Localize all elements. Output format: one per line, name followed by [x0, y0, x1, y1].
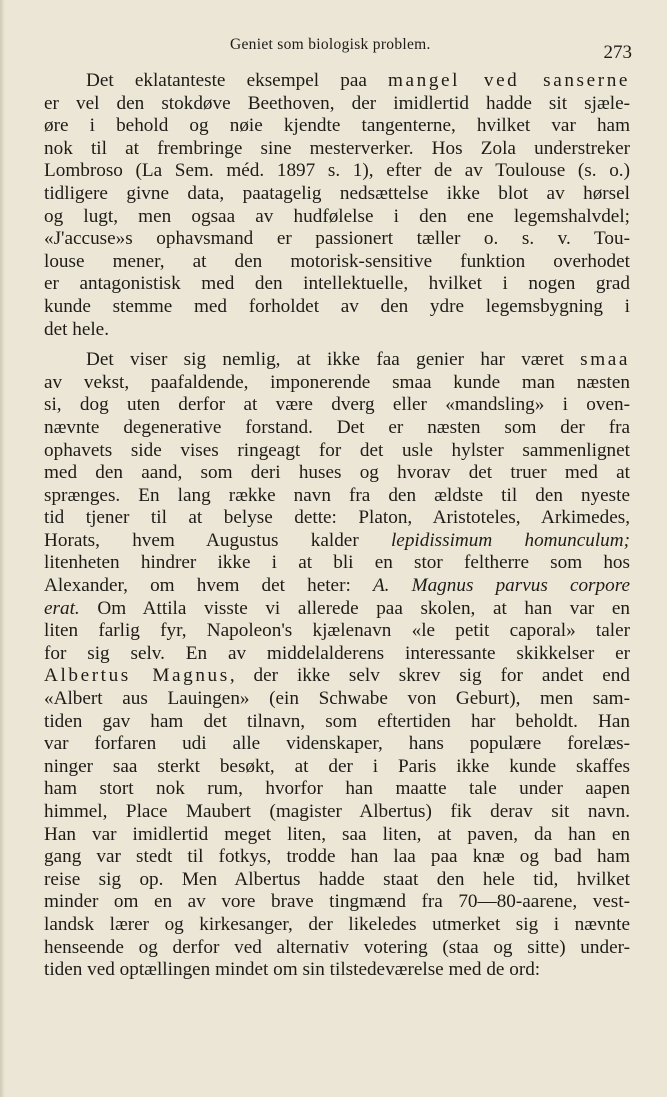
- text-line: [44, 733, 630, 756]
- text-line: [44, 552, 630, 575]
- text-line: [44, 319, 630, 342]
- text-line: [44, 160, 630, 183]
- text-segment: , der ikke selv skrev sig for andet end: [229, 665, 630, 687]
- text-segment: tiden ved optællingen mindet om sin tilstedeværelse med de ord:: [44, 959, 541, 981]
- text-line: [44, 530, 630, 553]
- text-line: [44, 869, 630, 892]
- text-segment: si, dog uten derfor at være dverg eller «mandsling» i oven-: [44, 394, 630, 416]
- text-line: [44, 937, 630, 960]
- italic-phrase: A. Magnus parvus corpore: [372, 575, 630, 597]
- text-line: [44, 138, 630, 161]
- text-line: [44, 891, 630, 914]
- text-segment: kunde stemme med forholdet av den ydre legemsbygning i: [44, 295, 630, 317]
- text-segment: himmel, Place Maubert (magister Albertus) fik derav sit navn.: [44, 801, 630, 822]
- text-segment: minder om en av vore brave tingmænd fra 70—80-aarene, vest-: [44, 891, 630, 913]
- page-gutter-shadow: [0, 0, 5, 1097]
- spaced-emphasis: smaa: [580, 349, 630, 371]
- text-line: [44, 575, 630, 598]
- text-segment: louse mener, at den motorisk-sensitive funktion overhodet: [44, 250, 630, 272]
- text-line: [44, 485, 630, 508]
- spaced-emphasis: Albertus Magnus: [44, 665, 230, 687]
- text-line: [44, 914, 630, 937]
- text-segment: av vekst, paafaldende, imponerende smaa kunde man næsten: [44, 371, 630, 393]
- text-segment: Horats, hvem Augustus kalder: [44, 529, 391, 551]
- text-segment: litenheten hindrer ikke i at bli en stor feltherre som hos: [44, 552, 630, 574]
- text-segment: sprænges. En lang række navn fra den ældste til den nyeste: [44, 484, 630, 506]
- text-line: [44, 846, 630, 869]
- running-title: Geniet som biologisk problem.: [230, 36, 431, 53]
- text-line: [44, 394, 630, 417]
- text-segment: tidligere givne data, paatagelig nedsættelse ikke blot av hørsel: [44, 182, 630, 204]
- text-segment: Om Attila visste vi allerede paa skolen, at han var en: [79, 597, 630, 619]
- text-segment: Det eklatanteste eksempel paa: [86, 70, 389, 91]
- body-text: [44, 70, 630, 990]
- text-line: [44, 349, 630, 372]
- text-line: [44, 778, 630, 801]
- text-line: [44, 440, 630, 463]
- text-segment: med den aand, som deri huses og hvorav det truer med at: [44, 462, 630, 484]
- text-line: [44, 251, 630, 274]
- text-segment: øre i behold og nøie kjendte tangenterne, hvilket var ham: [44, 115, 630, 137]
- text-line: [44, 296, 630, 319]
- page-header: [40, 36, 640, 66]
- text-segment: reise sig op. Men Albertus hadde staat den hele tid, hvilket: [44, 868, 630, 890]
- text-line: [44, 598, 630, 621]
- text-segment: var forfaren udi alle videnskaper, hans populære forelæs-: [44, 733, 630, 755]
- text-line: [44, 273, 630, 296]
- text-line: [44, 70, 630, 93]
- text-line: [44, 462, 630, 485]
- text-line: [44, 206, 630, 229]
- text-segment: Alexander, om hvem det heter:: [44, 575, 373, 597]
- text-line: [44, 959, 630, 982]
- text-line: [44, 801, 630, 824]
- text-line: [44, 507, 630, 530]
- text-segment: og lugt, men ogsaa av hudfølelse i den ene legemshalvdel;: [44, 205, 630, 227]
- text-segment: liten farlig fyr, Napoleon's kjælenavn «le petit caporal» taler: [44, 620, 630, 642]
- text-segment: ophavets side vises ringeagt for det usle hylster sammenlignet: [44, 439, 630, 461]
- text-line: [44, 228, 630, 251]
- text-segment: nok til at frembringe sine mesterverker. Hos Zola understreker: [44, 137, 630, 159]
- text-segment: er antagonistisk med den intellektuelle, hvilket i nogen grad: [44, 273, 630, 295]
- text-line: [44, 756, 630, 779]
- text-line: [44, 183, 630, 206]
- text-segment: ninger saa sterkt besøkt, at der i Paris ikke kunde skaffes: [44, 755, 630, 777]
- text-segment: Han var imidlertid meget liten, saa liten, at paven, da han en: [44, 823, 630, 845]
- text-segment: «Albert aus Lauingen» (ein Schwabe von Geburt), men sam-: [44, 688, 630, 710]
- text-line: [44, 417, 630, 440]
- text-line: [44, 824, 630, 847]
- text-line: [44, 620, 630, 643]
- text-segment: er vel den stokdøve Beethoven, der imidlertid hadde sit sjæle-: [44, 92, 630, 114]
- italic-phrase: erat.: [44, 597, 80, 619]
- text-segment: gang var stedt til fotkys, trodde han laa paa knæ og bad ham: [44, 846, 630, 868]
- text-segment: «J'accuse»s ophavsmand er passionert tæller o. s. v. Tou-: [44, 228, 630, 250]
- text-line: [44, 93, 630, 116]
- paragraph: [44, 349, 630, 982]
- text-segment: tiden gav ham det tilnavn, som eftertiden har beholdt. Han: [44, 710, 630, 732]
- spaced-emphasis: mangel ved sanserne: [388, 70, 631, 91]
- text-segment: tid tjener til at belyse dette: Platon, Aristoteles, Arkimedes,: [44, 507, 630, 529]
- text-segment: Lombroso (La Sem. méd. 1897 s. 1), efter de av Toulouse (s. o.): [44, 160, 630, 182]
- text-line: [44, 711, 630, 734]
- paragraph: [44, 70, 630, 341]
- text-line: [44, 372, 630, 395]
- text-segment: ham stort nok rum, hvorfor han maatte tale under aapen: [44, 778, 630, 800]
- text-line: [44, 643, 630, 666]
- text-line: [44, 115, 630, 138]
- text-segment: for sig selv. En av middelalderens interessante skikkelser er: [44, 642, 630, 664]
- text-line: [44, 665, 630, 688]
- italic-phrase: lepidissimum homunculum;: [390, 529, 630, 551]
- text-segment: nævnte degenerative forstand. Det er næsten som der fra: [44, 416, 630, 438]
- text-segment: landsk lærer og kirkesanger, der likeledes utmerket sig i nævnte: [44, 913, 630, 935]
- text-segment: det hele.: [44, 318, 109, 340]
- page-number: 273: [603, 42, 632, 63]
- text-segment: Det viser sig nemlig, at ikke faa genier har været: [86, 349, 581, 371]
- text-segment: henseende og derfor ved alternativ votering (staa og sitte) under-: [44, 936, 630, 958]
- text-line: [44, 688, 630, 711]
